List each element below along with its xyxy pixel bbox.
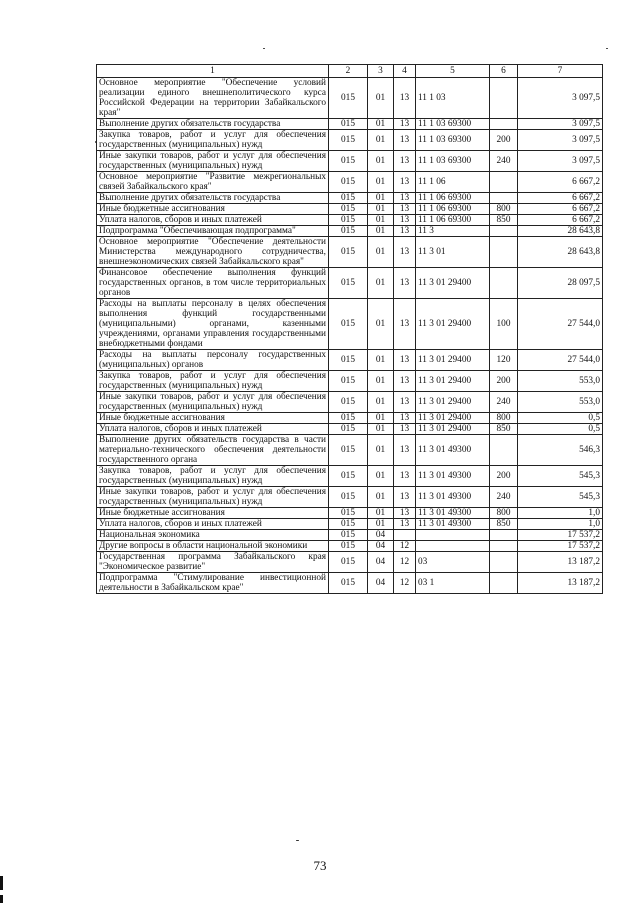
- amount-cell: 0,5: [518, 413, 603, 424]
- subsection-code-cell: 13: [394, 435, 416, 466]
- target-article-cell: 11 1 06: [416, 172, 490, 193]
- section-code-cell: 01: [368, 78, 394, 119]
- grbs-code-cell: 015: [329, 487, 368, 508]
- table-row: [97, 413, 603, 424]
- amount-cell: 3 097,5: [518, 119, 603, 130]
- expense-type-cell: [490, 226, 518, 237]
- target-article-cell: 11 3 01: [416, 237, 490, 268]
- subsection-code-cell: 13: [394, 519, 416, 530]
- amount-cell: 6 667,2: [518, 172, 603, 193]
- item-name-cell: Иные бюджетные ассигнования: [97, 508, 329, 519]
- target-article-cell: 11 3 01 29400: [416, 268, 490, 299]
- expense-type-cell: [490, 193, 518, 204]
- section-code-cell: 04: [368, 573, 394, 594]
- table-row: [97, 299, 603, 350]
- table-row: [97, 508, 603, 519]
- section-code-cell: 01: [368, 350, 394, 371]
- grbs-code-cell: 015: [329, 392, 368, 413]
- grbs-code-cell: 015: [329, 193, 368, 204]
- target-article-cell: 11 1 06 69300: [416, 215, 490, 226]
- grbs-code-cell: 015: [329, 204, 368, 215]
- item-name-cell: Иные закупки товаров, работ и услуг для обеспечения государственных (муниципальных) нужд: [97, 392, 329, 413]
- subsection-code-cell: 13: [394, 130, 416, 151]
- header-cell: 6: [490, 65, 518, 78]
- item-name-cell: Финансовое обеспечение выполнения функций государственных органов, в том числе территориальных органов: [97, 268, 329, 299]
- target-article-cell: [416, 541, 490, 552]
- item-name-cell: Иные закупки товаров, работ и услуг для обеспечения государственных (муниципальных) нужд: [97, 151, 329, 172]
- expense-type-cell: [490, 268, 518, 299]
- amount-cell: 3 097,5: [518, 78, 603, 119]
- subsection-code-cell: 13: [394, 151, 416, 172]
- target-article-cell: 11 3 01 29400: [416, 299, 490, 350]
- item-name-cell: Выполнение других обязательств государства: [97, 193, 329, 204]
- table-row: [97, 151, 603, 172]
- expense-type-cell: [490, 172, 518, 193]
- grbs-code-cell: 015: [329, 573, 368, 594]
- grbs-code-cell: 015: [329, 172, 368, 193]
- table-row: [97, 130, 603, 151]
- scan-edge-mark: [0, 876, 3, 890]
- item-name-cell: Выполнение других обязательств государства: [97, 119, 329, 130]
- amount-cell: 28 097,5: [518, 268, 603, 299]
- target-article-cell: 11 3 01 29400: [416, 350, 490, 371]
- amount-cell: 0,5: [518, 424, 603, 435]
- expense-type-cell: 200: [490, 466, 518, 487]
- section-code-cell: 01: [368, 204, 394, 215]
- expense-type-cell: [490, 435, 518, 466]
- target-article-cell: 11 3 01 29400: [416, 392, 490, 413]
- section-code-cell: 01: [368, 299, 394, 350]
- grbs-code-cell: 015: [329, 226, 368, 237]
- grbs-code-cell: 015: [329, 508, 368, 519]
- amount-cell: 6 667,2: [518, 193, 603, 204]
- item-name-cell: Основное мероприятие "Обеспечение деятельности Министерства международного сотрудничества, внешнеэкономических связей Забайкальского края": [97, 237, 329, 268]
- amount-cell: 545,3: [518, 466, 603, 487]
- target-article-cell: 11 1 06 69300: [416, 193, 490, 204]
- amount-cell: 28 643,8: [518, 237, 603, 268]
- amount-cell: 13 187,2: [518, 552, 603, 573]
- amount-cell: 27 544,0: [518, 350, 603, 371]
- table-row: [97, 530, 603, 541]
- target-article-cell: 11 3 01 49300: [416, 466, 490, 487]
- table-row: [97, 424, 603, 435]
- subsection-code-cell: 13: [394, 299, 416, 350]
- target-article-cell: 11 1 03 69300: [416, 119, 490, 130]
- header-row: [97, 65, 603, 78]
- header-cell: 4: [394, 65, 416, 78]
- table-row: [97, 487, 603, 508]
- subsection-code-cell: 13: [394, 172, 416, 193]
- expense-type-cell: 850: [490, 519, 518, 530]
- item-name-cell: Иные закупки товаров, работ и услуг для обеспечения государственных (муниципальных) нужд: [97, 487, 329, 508]
- subsection-code-cell: 13: [394, 204, 416, 215]
- target-article-cell: 11 3 01 49300: [416, 487, 490, 508]
- subsection-code-cell: 13: [394, 487, 416, 508]
- subsection-code-cell: 13: [394, 413, 416, 424]
- scan-speck: [263, 48, 265, 49]
- scan-edge-mark: [0, 895, 3, 903]
- item-name-cell: Расходы на выплаты персоналу в целях обеспечения выполнения функций государственными (муниципальными) органами, казенными учреждениями, органами управления государственными внебюджетными фондами: [97, 299, 329, 350]
- section-code-cell: 01: [368, 119, 394, 130]
- expense-type-cell: [490, 119, 518, 130]
- amount-cell: 553,0: [518, 371, 603, 392]
- item-name-cell: Уплата налогов, сборов и иных платежей: [97, 215, 329, 226]
- subsection-code-cell: 13: [394, 392, 416, 413]
- amount-cell: 1,0: [518, 519, 603, 530]
- subsection-code-cell: 13: [394, 371, 416, 392]
- table-row: [97, 435, 603, 466]
- section-code-cell: 01: [368, 151, 394, 172]
- section-code-cell: 01: [368, 519, 394, 530]
- grbs-code-cell: 015: [329, 371, 368, 392]
- grbs-code-cell: 015: [329, 530, 368, 541]
- section-code-cell: 01: [368, 435, 394, 466]
- target-article-cell: 11 3 01 29400: [416, 371, 490, 392]
- target-article-cell: 11 3 01 49300: [416, 435, 490, 466]
- amount-cell: 17 537,2: [518, 530, 603, 541]
- section-code-cell: 01: [368, 392, 394, 413]
- page-number: 73: [313, 858, 327, 873]
- amount-cell: 6 667,2: [518, 215, 603, 226]
- header-cell: 7: [518, 65, 603, 78]
- target-article-cell: 11 1 03: [416, 78, 490, 119]
- table-row: [97, 519, 603, 530]
- table-row: [97, 541, 603, 552]
- expense-type-cell: 240: [490, 392, 518, 413]
- subsection-code-cell: [394, 530, 416, 541]
- section-code-cell: 01: [368, 226, 394, 237]
- grbs-code-cell: 015: [329, 350, 368, 371]
- table-row: [97, 78, 603, 119]
- amount-cell: 27 544,0: [518, 299, 603, 350]
- expense-type-cell: 850: [490, 215, 518, 226]
- target-article-cell: 11 3 01 29400: [416, 413, 490, 424]
- scan-speck: [296, 840, 299, 841]
- scan-speck: [606, 48, 608, 49]
- table-row: [97, 237, 603, 268]
- subsection-code-cell: 12: [394, 552, 416, 573]
- section-code-cell: 01: [368, 466, 394, 487]
- subsection-code-cell: 13: [394, 268, 416, 299]
- amount-cell: 28 643,8: [518, 226, 603, 237]
- item-name-cell: Национальная экономика: [97, 530, 329, 541]
- table-row: [97, 172, 603, 193]
- table-row: [97, 466, 603, 487]
- subsection-code-cell: 13: [394, 119, 416, 130]
- grbs-code-cell: 015: [329, 78, 368, 119]
- target-article-cell: 11 3 01 49300: [416, 508, 490, 519]
- section-code-cell: 01: [368, 130, 394, 151]
- item-name-cell: Закупка товаров, работ и услуг для обеспечения государственных (муниципальных) нужд: [97, 130, 329, 151]
- item-name-cell: Уплата налогов, сборов и иных платежей: [97, 424, 329, 435]
- subsection-code-cell: 13: [394, 424, 416, 435]
- table-row: [97, 573, 603, 594]
- expense-type-cell: [490, 552, 518, 573]
- expense-type-cell: [490, 573, 518, 594]
- expense-type-cell: 200: [490, 130, 518, 151]
- grbs-code-cell: 015: [329, 424, 368, 435]
- expense-type-cell: 100: [490, 299, 518, 350]
- subsection-code-cell: 13: [394, 350, 416, 371]
- item-name-cell: Закупка товаров, работ и услуг для обеспечения государственных (муниципальных) нужд: [97, 371, 329, 392]
- item-name-cell: Закупка товаров, работ и услуг для обеспечения государственных (муниципальных) нужд: [97, 466, 329, 487]
- expense-type-cell: 120: [490, 350, 518, 371]
- subsection-code-cell: 13: [394, 78, 416, 119]
- amount-cell: 17 537,2: [518, 541, 603, 552]
- header-cell: 3: [368, 65, 394, 78]
- amount-cell: 553,0: [518, 392, 603, 413]
- target-article-cell: 11 1 03 69300: [416, 151, 490, 172]
- grbs-code-cell: 015: [329, 237, 368, 268]
- item-name-cell: Выполнение других обязательств государства в части материально-технического обеспечения деятельности государственного органа: [97, 435, 329, 466]
- amount-cell: 13 187,2: [518, 573, 603, 594]
- item-name-cell: Основное мероприятие "Развитие межрегиональных связей Забайкальского края": [97, 172, 329, 193]
- expense-type-cell: 800: [490, 508, 518, 519]
- header-cell: 2: [329, 65, 368, 78]
- subsection-code-cell: 12: [394, 573, 416, 594]
- section-code-cell: 01: [368, 268, 394, 299]
- subsection-code-cell: 13: [394, 226, 416, 237]
- section-code-cell: 01: [368, 413, 394, 424]
- subsection-code-cell: 13: [394, 237, 416, 268]
- item-name-cell: Расходы на выплаты персоналу государственных (муниципальных) органов: [97, 350, 329, 371]
- section-code-cell: 04: [368, 541, 394, 552]
- item-name-cell: Государственная программа Забайкальского края "Экономическое развитие": [97, 552, 329, 573]
- expense-type-cell: 800: [490, 204, 518, 215]
- item-name-cell: Иные бюджетные ассигнования: [97, 413, 329, 424]
- header-cell: 1: [97, 65, 329, 78]
- expense-type-cell: 240: [490, 151, 518, 172]
- table-body: [97, 78, 603, 594]
- section-code-cell: 01: [368, 172, 394, 193]
- section-code-cell: 01: [368, 487, 394, 508]
- table-row: [97, 552, 603, 573]
- table-row: [97, 119, 603, 130]
- expense-type-cell: 850: [490, 424, 518, 435]
- section-code-cell: 01: [368, 237, 394, 268]
- table-row: [97, 215, 603, 226]
- section-code-cell: 01: [368, 193, 394, 204]
- expense-type-cell: [490, 237, 518, 268]
- grbs-code-cell: 015: [329, 299, 368, 350]
- target-article-cell: 11 1 03 69300: [416, 130, 490, 151]
- grbs-code-cell: 015: [329, 130, 368, 151]
- table-row: [97, 392, 603, 413]
- section-code-cell: 04: [368, 552, 394, 573]
- section-code-cell: 01: [368, 424, 394, 435]
- grbs-code-cell: 015: [329, 268, 368, 299]
- section-code-cell: 04: [368, 530, 394, 541]
- item-name-cell: Уплата налогов, сборов и иных платежей: [97, 519, 329, 530]
- budget-table: [96, 64, 603, 594]
- amount-cell: 3 097,5: [518, 151, 603, 172]
- target-article-cell: 11 3 01 49300: [416, 519, 490, 530]
- target-article-cell: 11 3 01 29400: [416, 424, 490, 435]
- header-cell: 5: [416, 65, 490, 78]
- grbs-code-cell: 015: [329, 413, 368, 424]
- target-article-cell: [416, 530, 490, 541]
- table-row: [97, 226, 603, 237]
- expense-type-cell: [490, 541, 518, 552]
- target-article-cell: 11 3: [416, 226, 490, 237]
- item-name-cell: Подпрограмма "Обеспечивающая подпрограмма": [97, 226, 329, 237]
- item-name-cell: Подпрограмма "Стимулирование инвестиционной деятельности в Забайкальском крае": [97, 573, 329, 594]
- table-row: [97, 268, 603, 299]
- expense-type-cell: 800: [490, 413, 518, 424]
- grbs-code-cell: 015: [329, 552, 368, 573]
- item-name-cell: Другие вопросы в области национальной экономики: [97, 541, 329, 552]
- expense-type-cell: [490, 78, 518, 119]
- subsection-code-cell: 12: [394, 541, 416, 552]
- target-article-cell: 11 1 06 69300: [416, 204, 490, 215]
- amount-cell: 1,0: [518, 508, 603, 519]
- table-row: [97, 193, 603, 204]
- expense-type-cell: 200: [490, 371, 518, 392]
- expense-type-cell: [490, 530, 518, 541]
- table-row: [97, 204, 603, 215]
- grbs-code-cell: 015: [329, 119, 368, 130]
- expense-type-cell: 240: [490, 487, 518, 508]
- amount-cell: 6 667,2: [518, 204, 603, 215]
- subsection-code-cell: 13: [394, 215, 416, 226]
- grbs-code-cell: 015: [329, 215, 368, 226]
- grbs-code-cell: 015: [329, 541, 368, 552]
- amount-cell: 546,3: [518, 435, 603, 466]
- subsection-code-cell: 13: [394, 508, 416, 519]
- grbs-code-cell: 015: [329, 466, 368, 487]
- grbs-code-cell: 015: [329, 435, 368, 466]
- grbs-code-cell: 015: [329, 151, 368, 172]
- item-name-cell: Иные бюджетные ассигнования: [97, 204, 329, 215]
- section-code-cell: 01: [368, 508, 394, 519]
- target-article-cell: 03 1: [416, 573, 490, 594]
- amount-cell: 3 097,5: [518, 130, 603, 151]
- subsection-code-cell: 13: [394, 466, 416, 487]
- section-code-cell: 01: [368, 215, 394, 226]
- item-name-cell: Основное мероприятие "Обеспечение условий реализации единого внешнеполитического курса Российской Федерации на территории Забайкальского края": [97, 78, 329, 119]
- subsection-code-cell: 13: [394, 193, 416, 204]
- target-article-cell: 03: [416, 552, 490, 573]
- amount-cell: 545,3: [518, 487, 603, 508]
- table-row: [97, 350, 603, 371]
- table-row: [97, 371, 603, 392]
- grbs-code-cell: 015: [329, 519, 368, 530]
- section-code-cell: 01: [368, 371, 394, 392]
